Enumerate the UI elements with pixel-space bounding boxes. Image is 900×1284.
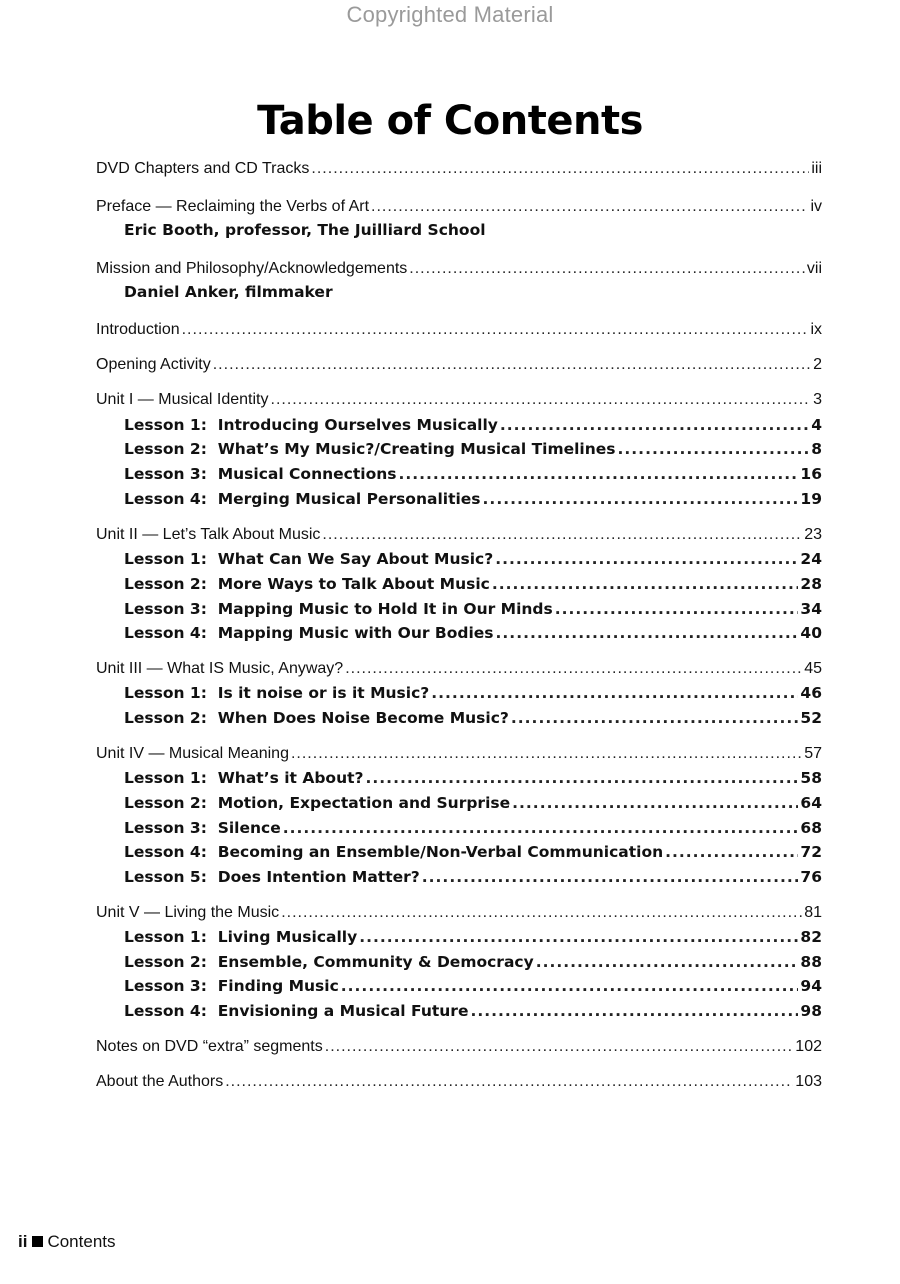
toc-lesson-entry[interactable]	[124, 438, 822, 460]
toc-lesson-title: Lesson 3: Finding Music	[124, 977, 339, 995]
toc-lesson-entry[interactable]	[124, 414, 822, 436]
toc-lesson-page: 34	[800, 600, 822, 618]
toc-lesson-page: 46	[800, 684, 822, 702]
toc-lesson-page: 76	[800, 868, 822, 886]
toc-lesson-title: Lesson 1: Introducing Ourselves Musically	[124, 416, 498, 434]
copyright-watermark: Copyrighted Material	[346, 2, 554, 27]
toc-lesson-title: Lesson 4: Envisioning a Musical Future	[124, 1002, 469, 1020]
toc-lesson-entry[interactable]	[124, 792, 822, 814]
toc-lesson-title: Lesson 1: What Can We Say About Music?	[124, 550, 494, 568]
dot-leader	[271, 389, 812, 411]
dot-leader	[495, 548, 798, 570]
dot-leader	[422, 866, 799, 888]
toc-entry-page: 103	[795, 1073, 822, 1090]
toc-entry-page: 2	[813, 356, 822, 373]
toc-entry[interactable]	[96, 389, 822, 411]
toc-lesson-entry[interactable]	[124, 1000, 822, 1022]
toc-entry-title: Introduction	[96, 321, 180, 338]
dot-leader	[341, 975, 799, 997]
toc-lesson-page: 64	[800, 794, 822, 812]
dot-leader	[496, 622, 799, 644]
toc-entry[interactable]	[96, 319, 822, 341]
toc-entry-page: iii	[811, 160, 822, 177]
square-bullet-icon	[32, 1236, 43, 1247]
toc-entry[interactable]	[96, 258, 822, 280]
dot-leader	[371, 196, 808, 218]
dot-leader	[345, 658, 802, 680]
toc-lesson-entry[interactable]	[124, 951, 822, 973]
dot-leader	[431, 682, 798, 704]
toc-lesson-title: Lesson 5: Does Intention Matter?	[124, 868, 420, 886]
toc-lesson-entry[interactable]	[124, 548, 822, 570]
toc-lesson-title: Lesson 1: What’s it About?	[124, 769, 364, 787]
dot-leader	[512, 792, 798, 814]
toc-lesson-page: 52	[800, 709, 822, 727]
dot-leader	[366, 767, 799, 789]
dot-leader	[291, 743, 802, 765]
toc-entry[interactable]	[96, 354, 822, 376]
toc-lesson-title: Lesson 2: What’s My Music?/Creating Musical Timelines	[124, 440, 616, 458]
dot-leader	[281, 902, 802, 924]
toc-lesson-title: Lesson 2: When Does Noise Become Music?	[124, 709, 509, 727]
toc-lesson-entry[interactable]	[124, 767, 822, 789]
dot-leader	[536, 951, 799, 973]
dot-leader	[398, 463, 798, 485]
footer-section-name: Contents	[47, 1232, 116, 1251]
toc-lesson-title: Lesson 4: Becoming an Ensemble/Non-Verbal Communication	[124, 843, 664, 861]
toc-lesson-title: Lesson 4: Mapping Music with Our Bodies	[124, 624, 494, 642]
dot-leader	[555, 598, 799, 620]
toc-entry-title: Mission and Philosophy/Acknowledgements	[96, 260, 408, 277]
toc-entry[interactable]	[96, 902, 822, 924]
toc-entry-page: vii	[806, 260, 822, 277]
toc-entry-author: Daniel Anker, filmmaker	[124, 283, 333, 301]
toc-entry-page: 23	[804, 526, 822, 543]
toc-entry-title: Unit I — Musical Identity	[96, 391, 269, 408]
toc-lesson-page: 40	[800, 624, 822, 642]
toc-entry-title: Unit IV — Musical Meaning	[96, 745, 289, 762]
toc-entry[interactable]	[96, 524, 822, 546]
toc-lesson-page: 24	[800, 550, 822, 568]
toc-lesson-entry[interactable]	[124, 573, 822, 595]
dot-leader	[409, 258, 805, 280]
toc-lesson-entry[interactable]	[124, 622, 822, 644]
dot-leader	[283, 817, 799, 839]
toc-lesson-title: Lesson 2: More Ways to Talk About Music	[124, 575, 490, 593]
dot-leader	[182, 319, 809, 341]
dot-leader	[359, 926, 798, 948]
dot-leader	[500, 414, 809, 436]
toc-entry-page: ix	[810, 321, 822, 338]
toc-entry-author: Eric Booth, professor, The Juilliard School	[124, 221, 486, 239]
dot-leader	[618, 438, 810, 460]
toc-lesson-title: Lesson 4: Merging Musical Personalities	[124, 490, 481, 508]
dot-leader	[511, 707, 799, 729]
toc-entry-title: Unit III — What IS Music, Anyway?	[96, 660, 344, 677]
toc-lesson-page: 82	[800, 928, 822, 946]
toc-entry-title: About the Authors	[96, 1073, 224, 1090]
toc-lesson-entry[interactable]	[124, 817, 822, 839]
dot-leader	[665, 841, 798, 863]
dot-leader	[322, 524, 802, 546]
toc-entry-page: iv	[810, 198, 822, 215]
toc-lesson-title: Lesson 1: Is it noise or is it Music?	[124, 684, 430, 702]
toc-entry-title: Unit II — Let’s Talk About Music	[96, 526, 321, 543]
toc-entry[interactable]	[96, 743, 822, 765]
dot-leader	[213, 354, 811, 376]
toc-lesson-page: 68	[800, 819, 822, 837]
toc-entry-title: Unit V — Living the Music	[96, 904, 280, 921]
toc-entry-page: 102	[795, 1038, 822, 1055]
toc-lesson-entry[interactable]	[124, 707, 822, 729]
toc-lesson-page: 98	[800, 1002, 822, 1020]
toc-entry[interactable]	[96, 196, 822, 218]
toc-lesson-title: Lesson 1: Living Musically	[124, 928, 358, 946]
toc-lesson-page: 16	[800, 465, 822, 483]
toc-lesson-title: Lesson 2: Motion, Expectation and Surprise	[124, 794, 511, 812]
toc-entry-title: DVD Chapters and CD Tracks	[96, 160, 310, 177]
page-title: Table of Contents	[257, 98, 643, 144]
toc-lesson-entry[interactable]	[124, 975, 822, 997]
dot-leader	[470, 1000, 798, 1022]
toc-lesson-entry[interactable]	[124, 682, 822, 704]
toc-lesson-entry[interactable]	[124, 841, 822, 863]
toc-entry[interactable]	[96, 658, 822, 680]
dot-leader	[483, 488, 799, 510]
toc-lesson-page: 4	[811, 416, 822, 434]
toc-entry-title: Opening Activity	[96, 356, 211, 373]
dot-leader	[325, 1036, 794, 1058]
toc-entry[interactable]	[96, 1071, 822, 1093]
page-footer	[18, 1232, 116, 1252]
toc-lesson-page: 19	[800, 490, 822, 508]
toc-lesson-title: Lesson 3: Mapping Music to Hold It in Our Minds	[124, 600, 553, 618]
toc-lesson-title: Lesson 3: Musical Connections	[124, 465, 397, 483]
toc-lesson-entry[interactable]	[124, 488, 822, 510]
toc-lesson-page: 94	[800, 977, 822, 995]
toc-lesson-page: 88	[800, 953, 822, 971]
toc-entry-page: 3	[813, 391, 822, 408]
toc-entry-page: 57	[804, 745, 822, 762]
toc-entry[interactable]	[96, 158, 822, 180]
toc-lesson-page: 72	[800, 843, 822, 861]
toc-lesson-title: Lesson 2: Ensemble, Community & Democracy	[124, 953, 534, 971]
toc-lesson-entry[interactable]	[124, 598, 822, 620]
dot-leader	[225, 1071, 793, 1093]
toc-entry-title: Notes on DVD “extra” segments	[96, 1038, 323, 1055]
toc-lesson-page: 58	[800, 769, 822, 787]
toc-lesson-page: 28	[800, 575, 822, 593]
dot-leader	[492, 573, 799, 595]
toc-lesson-entry[interactable]	[124, 926, 822, 948]
dot-leader	[311, 158, 809, 180]
toc-lesson-page: 8	[811, 440, 822, 458]
footer-page-number: ii	[18, 1232, 28, 1251]
toc-entry-page: 81	[804, 904, 822, 921]
toc-lesson-entry[interactable]	[124, 463, 822, 485]
toc-entry[interactable]	[96, 1036, 822, 1058]
toc-lesson-entry[interactable]	[124, 866, 822, 888]
toc-entry-title: Preface — Reclaiming the Verbs of Art	[96, 198, 370, 215]
toc-entry-page: 45	[804, 660, 822, 677]
toc-lesson-title: Lesson 3: Silence	[124, 819, 281, 837]
